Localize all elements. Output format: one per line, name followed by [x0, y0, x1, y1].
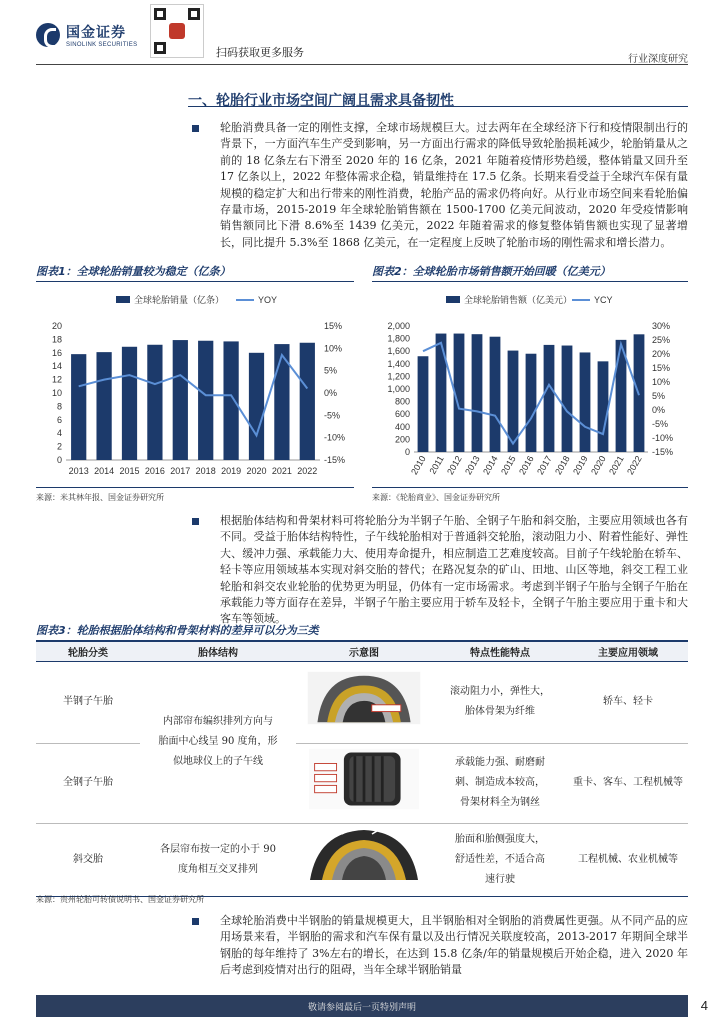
x-tick-label: 2013 [463, 454, 482, 477]
bar [418, 356, 429, 452]
row3-diagram [296, 823, 432, 896]
figure2-rule [372, 281, 688, 282]
bar [173, 340, 188, 460]
y2-tick-label: 15% [652, 363, 671, 373]
col-use: 主要应用领域 [568, 641, 688, 661]
x-tick-label: 2019 [221, 466, 242, 476]
logo-cn-text: 国金证券 [66, 25, 126, 41]
qr-code-icon[interactable] [150, 4, 204, 58]
radial-structure-line1: 内部帘布编织排列方向与 [163, 716, 273, 727]
page-footer [36, 995, 688, 1017]
page-header [0, 0, 724, 68]
bar [436, 334, 447, 452]
y-tick-label: 2 [56, 441, 62, 452]
row2-use: 重卡、客车、工程机械等 [568, 743, 688, 823]
table-row [36, 823, 688, 896]
y-tick-label: 16 [51, 347, 62, 358]
y-tick-label: 4 [56, 428, 62, 439]
y-tick-label: 600 [394, 409, 410, 420]
chart-tire-sales-volume [36, 290, 354, 480]
col-diagram: 示意图 [296, 641, 432, 661]
all-steel-tire-diagram-icon [302, 747, 426, 811]
row3-features-line1: 胎面和胎侧强度大， [455, 833, 545, 845]
bar [580, 352, 591, 452]
x-tick-label: 2021 [607, 454, 626, 477]
x-tick-label: 2016 [517, 454, 536, 477]
x-tick-label: 2012 [445, 454, 464, 477]
bar [300, 343, 315, 460]
bar [526, 354, 537, 452]
legend-bar-label: 全球轮胎销售额（亿美元） [464, 295, 573, 305]
row2-features-line2: 刺、制造成本较高， [455, 777, 545, 788]
row3-features-line3: 速行驶 [485, 873, 515, 885]
y2-tick-label: 5% [324, 365, 338, 376]
yoy-line [79, 355, 308, 435]
bar [562, 346, 573, 452]
bar [96, 352, 111, 460]
col-type: 轮胎分类 [36, 641, 140, 661]
section-title: 一、轮胎行业市场空间广阔且需求具备韧性 [188, 93, 454, 109]
bar [544, 345, 555, 452]
bias-structure-line2: 度角相互交叉排列 [178, 863, 258, 875]
y-tick-label: 1,200 [387, 371, 410, 382]
legend-bar-label: 全球轮胎销量（亿条） [134, 295, 225, 305]
logo-icon [36, 23, 60, 47]
y2-tick-label: 10% [324, 343, 343, 354]
figure2-title: 图表2：全球轮胎市场销售额开始回暖（亿美元） [372, 265, 611, 278]
figure1-rule [36, 281, 354, 282]
header-divider [36, 64, 688, 65]
legend-bar-swatch [116, 296, 130, 303]
x-tick-label: 2017 [170, 466, 191, 476]
y-tick-label: 800 [394, 396, 410, 407]
logo-en-text: SINOLINK SECURITIES [66, 42, 138, 48]
bar [223, 341, 238, 460]
row3-type: 斜交胎 [36, 823, 140, 896]
x-tick-label: 2014 [94, 466, 115, 476]
bar [249, 353, 264, 460]
bar [490, 337, 501, 452]
x-tick-label: 2015 [499, 454, 518, 477]
bias-structure-cell [140, 823, 296, 896]
x-tick-label: 2015 [119, 466, 140, 476]
bias-tire-diagram-icon [302, 824, 426, 888]
y-tick-label: 8 [56, 401, 62, 412]
y2-tick-label: -5% [324, 410, 341, 421]
row2-features [432, 743, 568, 823]
row1-features-line2: 胎体骨架为纤维 [465, 706, 535, 717]
scan-hint: 扫码获取更多服务 [216, 46, 304, 59]
row1-diagram [296, 661, 432, 743]
row2-type: 全钢子午胎 [36, 743, 140, 823]
radial-structure-line2: 胎面中心线呈 90 度角，形 [158, 736, 278, 747]
radial-structure-line3: 似地球仪上的子午线 [173, 756, 263, 767]
report-type: 行业深度研究 [628, 54, 688, 65]
legend-line-label: YCY [594, 295, 613, 305]
x-tick-label: 2020 [589, 454, 608, 477]
figure1-source: 来源：米其林年报、国金证券研究所 [36, 493, 164, 502]
y2-tick-label: 5% [652, 391, 666, 401]
figure2-bottom-rule [372, 487, 688, 488]
row1-use: 轿车、轻卡 [568, 661, 688, 743]
y-tick-label: 0 [404, 447, 410, 457]
figure1-title: 图表1：全球轮胎销量较为稳定（亿条） [36, 265, 231, 278]
x-tick-label: 2011 [427, 454, 446, 476]
bullet-icon [192, 125, 199, 132]
row3-features [432, 823, 568, 896]
radial-structure-cell [140, 661, 296, 823]
y2-tick-label: -5% [652, 419, 669, 429]
row1-type: 半钢子午胎 [36, 661, 140, 743]
row1-features [432, 661, 568, 743]
table-header-row [36, 641, 688, 661]
brand-logo [36, 22, 137, 48]
bullet-icon [192, 918, 199, 925]
y-tick-label: 400 [394, 421, 410, 432]
y-tick-label: 1,400 [387, 358, 410, 369]
bar [198, 341, 213, 460]
footer-disclaimer-link[interactable]: 敬请参阅最后一页特别声明 [307, 1003, 416, 1013]
section-divider [188, 106, 688, 114]
page-number: 4 [700, 998, 708, 1013]
x-tick-label: 2019 [571, 454, 590, 477]
y-tick-label: 20 [51, 321, 62, 331]
legend-bar-swatch [446, 296, 460, 303]
x-tick-label: 2021 [271, 466, 292, 476]
figure2-source: 来源：《轮胎商业》、国金证券研究所 [372, 493, 500, 502]
y2-tick-label: 10% [652, 377, 671, 387]
y2-tick-label: 30% [652, 321, 671, 331]
semi-steel-tire-diagram-icon [302, 666, 426, 730]
bar [147, 345, 162, 460]
y2-tick-label: -10% [652, 433, 674, 443]
x-tick-label: 2014 [481, 454, 500, 477]
chart-tire-sales-revenue [372, 290, 688, 480]
x-tick-label: 2017 [535, 454, 554, 477]
y-tick-label: 0 [56, 455, 62, 465]
figure1-bottom-rule [36, 487, 354, 488]
y2-tick-label: 0% [652, 405, 666, 415]
row3-use: 工程机械、农业机械等 [568, 823, 688, 896]
col-structure: 胎体结构 [140, 641, 296, 661]
y2-tick-label: 25% [652, 335, 671, 345]
row1-features-line1: 滚动阻力小，弹性大， [450, 686, 550, 697]
col-features: 特点性能特点 [432, 641, 568, 661]
row2-features-line1: 承载能力强、耐磨耐 [455, 757, 545, 768]
bias-structure-line1: 各层帘布按一定的小于 90 [160, 843, 276, 855]
y-tick-label: 14 [51, 361, 62, 372]
y-tick-label: 2,000 [387, 321, 410, 331]
y-tick-label: 1,600 [387, 346, 410, 357]
bar [71, 354, 86, 460]
y-tick-label: 18 [51, 334, 62, 345]
y2-tick-label: -10% [324, 432, 346, 443]
bar [472, 334, 483, 452]
table-row [36, 661, 688, 743]
y-tick-label: 10 [51, 388, 62, 398]
tire-classification-table [36, 640, 688, 897]
paragraph-tire-types: 根据胎体结构和骨架材料可将轮胎分为半钢子午胎、全钢子午胎和斜交胎，主要应用领域也各有不同。受益于胎体结构特性，子午线轮胎相对于普通斜交轮胎，滚动阻力小、附着性能好、弹性大、缓冲力强、承载能力大、使用寿命提升，相应制造工艺难度较高。目前子午线轮胎在轿车、轻卡等应用领域基本实现对斜交胎的替代；在路况复杂的矿山、田地、山区等地，斜交工程工业轮胎和斜交农业轮胎的优势更为明显，仍体有一定市场需求。考虑到半钢子午胎与全钢子午胎在承载能力等方面存在差异，半钢子午胎主要应用于轿车及轻卡，全钢子午胎主要应用于重卡和大客车等领域。 [220, 514, 688, 626]
row2-diagram [296, 743, 432, 823]
row3-features-line2: 舒适性差，不适合高 [455, 853, 545, 865]
y2-tick-label: -15% [652, 447, 674, 457]
row2-features-line3: 骨架材料全为钢丝 [460, 797, 540, 808]
y-tick-label: 6 [56, 414, 62, 425]
y2-tick-label: 20% [652, 349, 671, 359]
y2-tick-label: 0% [324, 388, 338, 398]
figure3-title: 图表3：轮胎根据胎体结构和骨架材料的差异可以分为三类 [36, 624, 319, 637]
x-tick-label: 2018 [553, 454, 572, 477]
paragraph-semi-steel: 全球轮胎消费中半钢胎的销量规模更大，且半钢胎相对全钢胎的消费属性更强。从不同产品的应用场景来看，半钢胎的需求和汽车保有量以及出行情况关联度较高，2013-2017 年期间全球半钢胎的每年维持了 3%左右的增长，在达到 15.8 亿条/年的销量规模后开始企稳，进入 2020 年后考虑到疫情对出行的阻碍，当年全球半钢胎销量 [220, 914, 688, 977]
y-tick-label: 1,000 [387, 384, 410, 394]
x-tick-label: 2013 [68, 466, 89, 476]
x-tick-label: 2022 [625, 454, 644, 477]
y-tick-label: 12 [51, 374, 62, 385]
x-tick-label: 2018 [195, 466, 216, 476]
x-tick-label: 2022 [297, 466, 318, 476]
y-tick-label: 1,800 [387, 333, 410, 344]
bullet-icon [192, 518, 199, 525]
legend-line-label: YOY [258, 295, 278, 305]
figure3-source: 来源：贵州轮胎可转债说明书、国金证券研究所 [36, 895, 204, 904]
table-row [36, 743, 688, 823]
y2-tick-label: 15% [324, 321, 343, 331]
x-tick-label: 2010 [409, 454, 428, 477]
y2-tick-label: -15% [324, 455, 346, 465]
bar [122, 347, 137, 460]
x-tick-label: 2016 [144, 466, 165, 476]
bar [598, 361, 609, 452]
x-tick-label: 2020 [246, 466, 267, 476]
paragraph-market-size: 轮胎消费具备一定的刚性支撑，全球市场规模巨大。过去两年在全球经济下行和疫情限制出行的背景下，一方面汽车生产受到影响，另一方面出行需求的降低导致轮胎损耗减少，轮胎销量从之前的 18 亿条左右下滑至 2020 年的 16 亿条，2021 年随着疫情形势趋缓，整体销量又回升至 17 亿条以上，2022 年整体需求企稳，销量维持在 17.5 亿条。长期来看受益于全球汽车保有量规模的稳定扩大和出行带来的刚性消费，轮胎产品的需求仍将向好。从行业市场空间来看轮胎偏存量市场，2015-2019 年全球轮胎销售额在 1500-1700 亿美元间波动，2020 年受疫情影响销售额同比下滑 8.6%至 1439 亿美元，2022 年随着需求的修复整体销售额也实现了显著增长，同比提升 5.3%至 1868 亿美元，在一定程度上反映了轮胎市场的刚性需求和增长潜力。 [220, 121, 688, 249]
y-tick-label: 200 [394, 434, 410, 445]
